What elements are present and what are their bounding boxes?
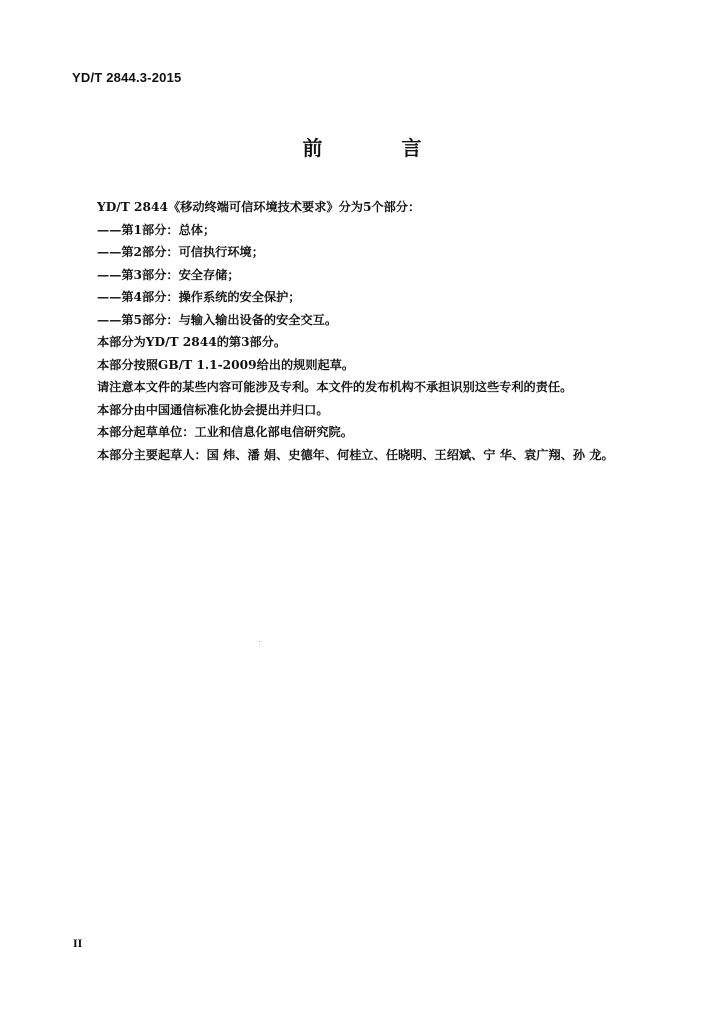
part-2-line: ——第2部分：可信执行环境； xyxy=(97,245,264,259)
drafting-rules-line: 本部分按照GB/T 1.1-2009给出的规则起草。 xyxy=(97,357,355,372)
drafters-line: 本部分主要起草人：国 炜、潘 娟、史德年、何桂立、任晓明、王绍斌、宁 华、袁广翔、孙 龙。 xyxy=(97,447,614,462)
drafting-unit-line: 本部分起草单位：工业和信息化部电信研究院。 xyxy=(97,425,353,439)
part-3-line: ——第3部分：安全存储； xyxy=(97,267,240,282)
part-1-line: ——第1部分：总体； xyxy=(97,222,216,237)
intro-line: YD/T 2844《移动终端可信环境技术要求》分为5个部分： xyxy=(97,200,421,214)
proposer-line: 本部分由中国通信标准化协会提出并归口。 xyxy=(97,402,329,417)
patent-notice-line: 请注意本文件的某些内容可能涉及专利。本文件的发布机构不承担识别这些专利的责任。 xyxy=(97,380,573,394)
part-4-line: ——第4部分：操作系统的安全保护； xyxy=(97,290,301,304)
page-title: 前 言 xyxy=(302,136,458,160)
scan-speck xyxy=(259,641,260,642)
part-statement-line: 本部分为YD/T 2844的第3部分。 xyxy=(97,335,287,349)
part-5-line: ——第5部分：与输入输出设备的安全交互。 xyxy=(97,312,338,327)
page-number: II xyxy=(73,936,83,950)
foreword-body xyxy=(97,196,677,466)
document-code: YD/T 2844.3-2015 xyxy=(72,70,182,85)
